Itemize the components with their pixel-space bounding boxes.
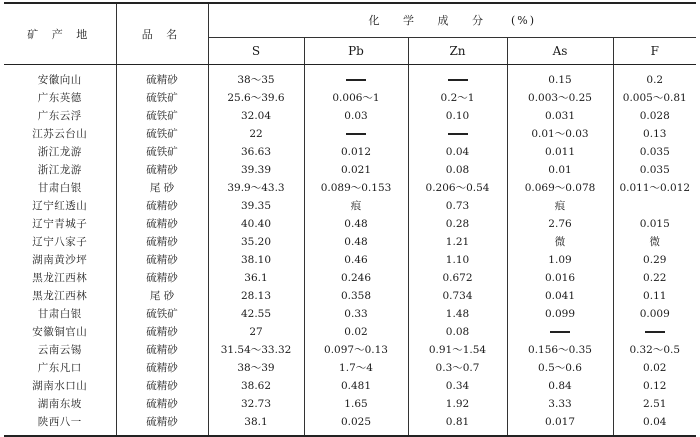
cell-product: 硫精砂	[116, 197, 208, 215]
cell-zn: 0.734	[408, 287, 507, 305]
header-product: 品 名	[116, 3, 208, 65]
cell-product: 硫精砂	[116, 233, 208, 251]
table-row	[4, 251, 696, 269]
table-row	[4, 269, 696, 287]
table-row	[4, 395, 696, 413]
cell-zn	[408, 65, 507, 90]
cell-product: 尾 砂	[116, 179, 208, 197]
cell-place: 黑龙江西林	[32, 289, 88, 302]
cell-product: 硫精砂	[116, 323, 208, 341]
cell-pb: 0.358	[304, 287, 408, 305]
table-row	[4, 359, 696, 377]
cell-product: 尾 砂	[116, 287, 208, 305]
cell-f	[613, 323, 696, 341]
cell-pb: 0.03	[304, 107, 408, 125]
dash-mark	[448, 79, 468, 81]
cell-as: 0.016	[507, 269, 613, 287]
cell-product: 硫精砂	[116, 65, 208, 90]
cell-as: 0.01	[507, 161, 613, 179]
cell-as: 0.099	[507, 305, 613, 323]
cell-f: 0.011～0.012	[613, 179, 696, 197]
cell-s: 27	[208, 323, 304, 341]
table-row	[4, 179, 696, 197]
cell-f: 0.29	[613, 251, 696, 269]
cell-zn: 0.206～0.54	[408, 179, 507, 197]
cell-place: 湖南水口山	[32, 379, 88, 392]
cell-f: 0.11	[613, 287, 696, 305]
cell-zn: 1.48	[408, 305, 507, 323]
cell-as: 微	[507, 233, 613, 251]
dash-mark	[645, 331, 665, 333]
header-unit: (%)	[510, 14, 537, 27]
cell-as: 0.01～0.03	[507, 125, 613, 143]
cell-product: 硫精砂	[116, 341, 208, 359]
cell-zn	[408, 125, 507, 143]
cell-f: 0.015	[613, 215, 696, 233]
cell-product: 硫精砂	[116, 251, 208, 269]
header-col-as: As	[507, 38, 613, 65]
cell-product: 硫精砂	[116, 215, 208, 233]
cell-place: 甘肃白银	[37, 307, 82, 320]
cell-f: 0.035	[613, 161, 696, 179]
table-row	[4, 143, 696, 161]
dash-mark	[448, 133, 468, 135]
cell-place: 黑龙江西林	[32, 271, 88, 284]
cell-as: 0.041	[507, 287, 613, 305]
cell-pb: 1.65	[304, 395, 408, 413]
cell-s: 35.20	[208, 233, 304, 251]
cell-f: 0.13	[613, 125, 696, 143]
cell-pb: 0.012	[304, 143, 408, 161]
cell-zn: 1.92	[408, 395, 507, 413]
table-row	[4, 65, 696, 90]
cell-f: 2.51	[613, 395, 696, 413]
cell-as	[507, 323, 613, 341]
table-row	[4, 323, 696, 341]
cell-product: 硫铁矿	[116, 107, 208, 125]
cell-s: 42.55	[208, 305, 304, 323]
cell-as: 0.5～0.6	[507, 359, 613, 377]
cell-place: 甘肃白银	[37, 181, 82, 194]
header-col-zn: Zn	[408, 38, 507, 65]
cell-place: 辽宁八家子	[32, 235, 88, 248]
cell-zn: 0.81	[408, 413, 507, 436]
cell-as: 0.017	[507, 413, 613, 436]
cell-place: 江苏云台山	[32, 127, 88, 140]
cell-as: 0.003～0.25	[507, 89, 613, 107]
cell-as: 0.156～0.35	[507, 341, 613, 359]
table-row	[4, 287, 696, 305]
cell-zn: 0.672	[408, 269, 507, 287]
cell-f: 0.028	[613, 107, 696, 125]
header-col-pb: Pb	[304, 38, 408, 65]
cell-place: 安徽向山	[37, 73, 82, 86]
cell-place: 辽宁青城子	[32, 217, 88, 230]
cell-zn: 0.73	[408, 197, 507, 215]
cell-s: 22	[208, 125, 304, 143]
cell-pb: 0.006～1	[304, 89, 408, 107]
cell-f: 微	[613, 233, 696, 251]
cell-f: 0.035	[613, 143, 696, 161]
cell-pb: 0.246	[304, 269, 408, 287]
cell-as: 痕	[507, 197, 613, 215]
cell-s: 40.40	[208, 215, 304, 233]
cell-product: 硫精砂	[116, 395, 208, 413]
table-row	[4, 197, 696, 215]
dash-mark	[550, 331, 570, 333]
cell-s: 38～35	[208, 65, 304, 90]
cell-product: 硫铁矿	[116, 89, 208, 107]
cell-place: 湖南东坡	[37, 397, 82, 410]
header-place: 矿 产 地	[4, 3, 116, 65]
cell-place: 安徽铜官山	[32, 325, 88, 338]
table-row	[4, 161, 696, 179]
cell-as: 0.031	[507, 107, 613, 125]
cell-f: 0.12	[613, 377, 696, 395]
cell-as: 0.069～0.078	[507, 179, 613, 197]
cell-product: 硫精砂	[116, 377, 208, 395]
cell-product: 硫精砂	[116, 269, 208, 287]
cell-place: 辽宁红透山	[32, 199, 88, 212]
cell-pb: 0.481	[304, 377, 408, 395]
cell-s: 36.1	[208, 269, 304, 287]
cell-s: 36.63	[208, 143, 304, 161]
table-row	[4, 107, 696, 125]
cell-pb: 0.48	[304, 233, 408, 251]
table-row	[4, 215, 696, 233]
cell-place: 广东英德	[37, 91, 82, 104]
cell-pb: 0.48	[304, 215, 408, 233]
cell-f: 0.02	[613, 359, 696, 377]
table-row	[4, 377, 696, 395]
cell-zn: 0.91～1.54	[408, 341, 507, 359]
cell-s: 39.39	[208, 161, 304, 179]
cell-pb: 0.025	[304, 413, 408, 436]
cell-s: 25.6～39.6	[208, 89, 304, 107]
cell-product: 硫铁矿	[116, 305, 208, 323]
cell-as: 2.76	[507, 215, 613, 233]
table-row	[4, 305, 696, 323]
cell-f	[613, 197, 696, 215]
cell-place: 浙江龙游	[37, 145, 82, 158]
composition-table	[4, 2, 696, 437]
header-col-f: F	[613, 38, 696, 65]
cell-zn: 1.21	[408, 233, 507, 251]
cell-place: 云南云锡	[37, 343, 82, 356]
cell-zn: 0.08	[408, 323, 507, 341]
cell-f: 0.22	[613, 269, 696, 287]
cell-pb	[304, 65, 408, 90]
cell-place: 浙江龙游	[37, 163, 82, 176]
cell-zn: 0.3～0.7	[408, 359, 507, 377]
cell-s: 38.62	[208, 377, 304, 395]
cell-product: 硫精砂	[116, 359, 208, 377]
cell-zn: 0.10	[408, 107, 507, 125]
cell-f: 0.2	[613, 65, 696, 90]
cell-as: 3.33	[507, 395, 613, 413]
cell-f: 0.009	[613, 305, 696, 323]
cell-zn: 0.28	[408, 215, 507, 233]
cell-pb	[304, 125, 408, 143]
cell-s: 39.35	[208, 197, 304, 215]
cell-s: 31.54～33.32	[208, 341, 304, 359]
table-row	[4, 125, 696, 143]
cell-product: 硫精砂	[116, 161, 208, 179]
cell-as: 0.84	[507, 377, 613, 395]
header-chemical-composition	[208, 3, 696, 38]
cell-s: 32.73	[208, 395, 304, 413]
cell-pb: 0.02	[304, 323, 408, 341]
cell-pb: 0.33	[304, 305, 408, 323]
table-body	[4, 65, 696, 437]
cell-place: 广东云浮	[37, 109, 82, 122]
cell-s: 28.13	[208, 287, 304, 305]
table-row	[4, 341, 696, 359]
header-group-label: 化 学 成 分	[368, 14, 493, 27]
cell-pb: 0.089～0.153	[304, 179, 408, 197]
cell-pb: 1.7～4	[304, 359, 408, 377]
table-row	[4, 233, 696, 251]
cell-as: 0.011	[507, 143, 613, 161]
cell-product: 硫铁矿	[116, 143, 208, 161]
cell-zn: 0.2～1	[408, 89, 507, 107]
cell-place: 广东凡口	[37, 361, 82, 374]
cell-s: 38.1	[208, 413, 304, 436]
cell-pb: 0.46	[304, 251, 408, 269]
dash-mark	[346, 79, 366, 81]
cell-pb: 0.021	[304, 161, 408, 179]
cell-f: 0.005～0.81	[613, 89, 696, 107]
cell-zn: 1.10	[408, 251, 507, 269]
cell-pb: 0.097～0.13	[304, 341, 408, 359]
cell-f: 0.32～0.5	[613, 341, 696, 359]
cell-s: 38～39	[208, 359, 304, 377]
cell-f: 0.04	[613, 413, 696, 436]
dash-mark	[346, 133, 366, 135]
header-col-s: S	[208, 38, 304, 65]
cell-product: 硫铁矿	[116, 125, 208, 143]
cell-s: 32.04	[208, 107, 304, 125]
cell-place: 陕西八一	[37, 415, 82, 428]
cell-zn: 0.08	[408, 161, 507, 179]
cell-product: 硫精砂	[116, 413, 208, 436]
cell-place: 湖南黄沙坪	[32, 253, 88, 266]
cell-zn: 0.34	[408, 377, 507, 395]
cell-as: 1.09	[507, 251, 613, 269]
cell-pb: 痕	[304, 197, 408, 215]
cell-s: 39.9～43.3	[208, 179, 304, 197]
cell-as: 0.15	[507, 65, 613, 90]
cell-s: 38.10	[208, 251, 304, 269]
table-row	[4, 89, 696, 107]
cell-zn: 0.04	[408, 143, 507, 161]
